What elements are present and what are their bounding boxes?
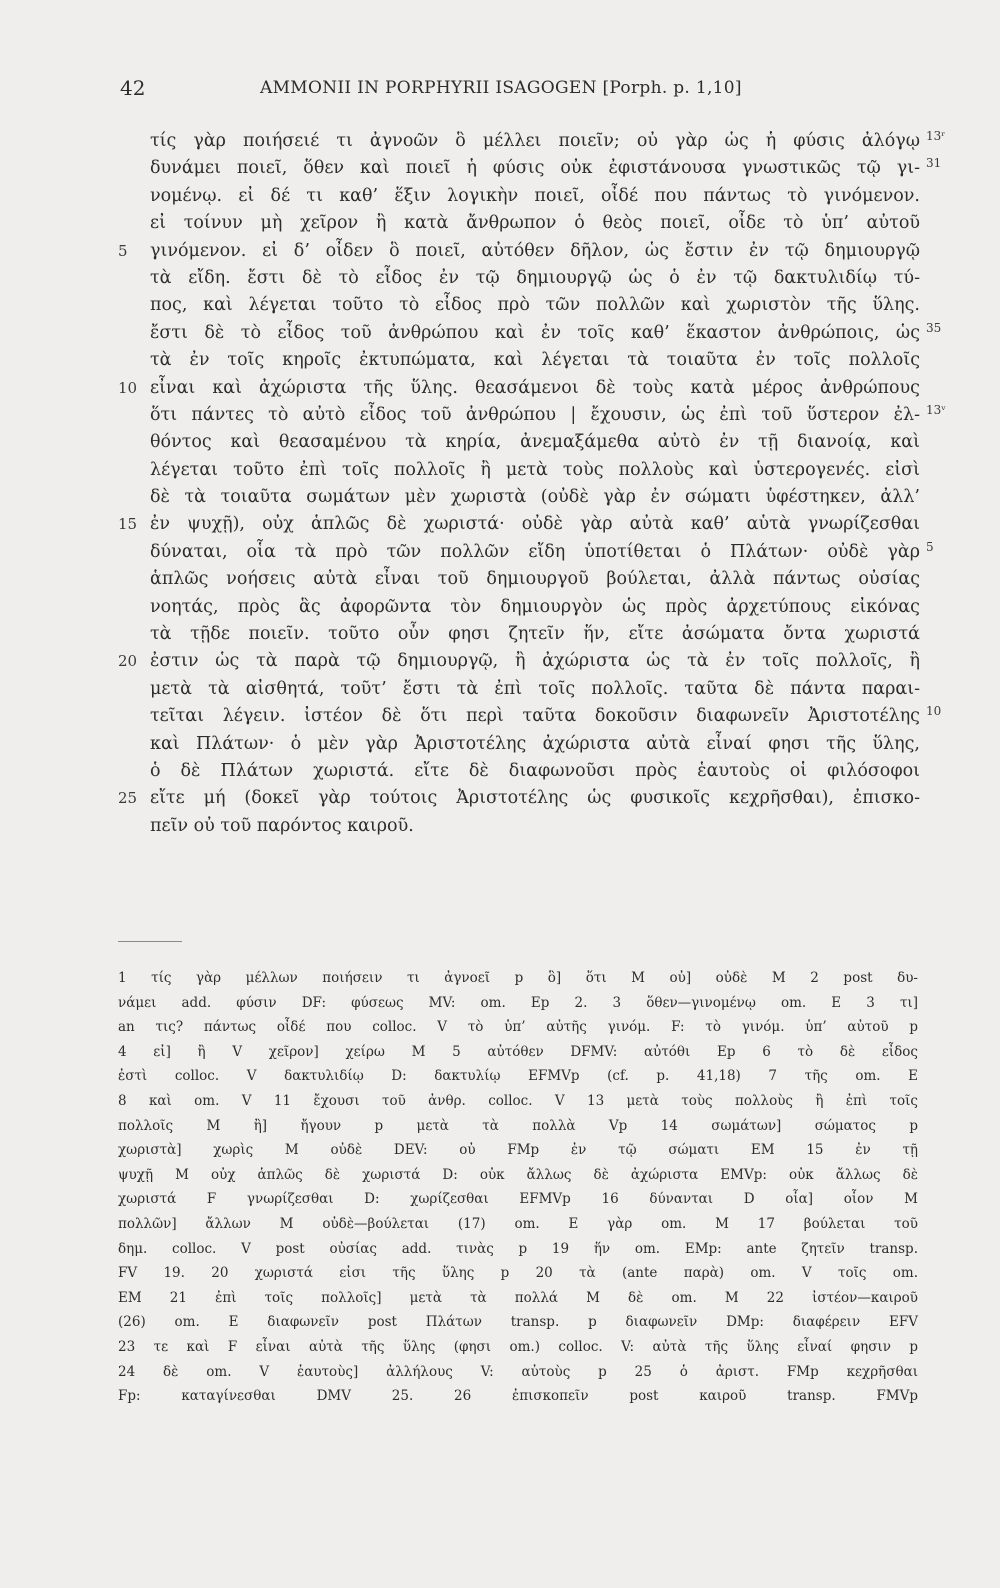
text-line [0,703,1000,730]
apparatus-text: χωριστὰ] χωρὶς M οὐδὲ DEV: οὐ FMp ἐν τῷ σώματι EM 15 ἐν τῇ [118,1142,918,1159]
line-number: 5 [118,241,128,260]
text-line [0,785,1000,812]
line-text: δὲ τὰ τοιαῦτα σωμάτων μὲν χωριστὰ (οὐδὲ γὰρ ἐν σώματι ὑφέστηκεν, ἀλλ’ [150,487,920,508]
line-text: ὅτι πάντες τὸ αὐτὸ εἶδος τοῦ ἀνθρώπου | ἔχουσιν, ὡς ἐπὶ τοῦ ὕστερον ἐλ- [150,404,920,425]
text-line [0,210,1000,237]
apparatus-line [0,991,1000,1016]
line-number: 25 [118,789,138,808]
apparatus-text: νάμει add. φύσιν DF: φύσεως MV: om. Ep 2. 3 ὅθεν—γινομένῳ om. E 3 τι] [118,994,918,1011]
text-line [0,155,1000,182]
critical-apparatus [0,966,1000,1409]
text-line [0,813,1000,840]
apparatus-text: 8 καὶ om. V 11 ἔχουσι τοῦ ἀνθρ. colloc. V 13 μετὰ τοὺς πολλοὺς ἢ ἐπὶ τοῖς [118,1092,918,1109]
line-text: τὰ ἐν τοῖς κηροῖς ἐκτυπώματα, καὶ λέγεται τὰ τοιαῦτα ἐν τοῖς πολλοῖς [150,350,920,371]
text-line [0,183,1000,210]
text-line [0,621,1000,648]
text-line [0,265,1000,292]
apparatus-text: 23 τε καὶ F εἶναι αὐτὰ τῆς ὕλης (φησι om.) colloc. V: αὐτὰ τῆς ὕλης εἶναί φησιν p [118,1338,918,1355]
apparatus-line [0,966,1000,991]
text-line [0,566,1000,593]
line-text: πος, καὶ λέγεται τοῦτο τὸ εἶδος πρὸ τῶν πολλῶν καὶ χωριστὸν τῆς ὕλης. [150,295,920,316]
text-line [0,539,1000,566]
line-text: ἐν ψυχῇ), οὐχ ἁπλῶς δὲ χωριστά· οὐδὲ γὰρ αὐτὰ καθ’ αὑτὰ γνωρίζεσθαι [150,514,920,535]
apparatus-text: 24 δὲ om. V ἑαυτοὺς] ἀλλήλους V: αὐτοὺς p 25 ὁ ἀριστ. FMp κεχρῆσθαι [118,1363,918,1380]
apparatus-text: ψυχῇ M οὐχ ἁπλῶς δὲ χωριστά D: οὐκ ἄλλως δὲ ἀχώριστα EMVp: οὐκ ἄλλως δὲ [118,1166,918,1183]
line-text: λέγεται τοῦτο ἐπὶ τοῖς πολλοῖς ἢ μετὰ τοὺς πολλοὺς καὶ ὑστερογενές. εἰσὶ [150,459,920,480]
margin-reference: 31 [926,156,942,171]
apparatus-line [0,1237,1000,1262]
apparatus-line [0,1310,1000,1335]
apparatus-line [0,1360,1000,1385]
apparatus-line [0,1187,1000,1212]
apparatus-line [0,1261,1000,1286]
apparatus-line [0,1114,1000,1139]
text-line [0,731,1000,758]
text-line [0,402,1000,429]
line-number: 20 [118,652,138,671]
text-line [0,128,1000,155]
line-number: 10 [118,378,138,397]
line-number: 15 [118,515,138,534]
apparatus-line [0,1286,1000,1311]
line-text: νοητάς, πρὸς ἃς ἀφορῶντα τὸν δημιουργὸν ὡς πρὸς ἀρχετύπους εἰκόνας [150,596,920,617]
apparatus-line [0,1212,1000,1237]
apparatus-text: EM 21 ἐπὶ τοῖς πολλοῖς] μετὰ τὰ πολλά M δὲ om. M 22 ἰστέον—καιροῦ [118,1289,918,1306]
line-text: καὶ Πλάτων· ὁ μὲν γὰρ Ἀριστοτέλης ἀχώριστα αὐτὰ εἶναί φησι τῆς ὕλης, [150,733,920,754]
apparatus-text: FV 19. 20 χωριστά εἰσι τῆς ὕλης p 20 τὰ (ante παρὰ) om. V τοῖς om. [118,1265,918,1282]
line-text: ἁπλῶς νοήσεις αὐτὰ εἶναι τοῦ δημιουργοῦ βούλεται, ἀλλὰ πάντως οὐσίας [150,569,920,590]
line-text: θόντος καὶ θεασαμένου τὰ κηρία, ἀνεμαξάμεθα αὐτὸ ἐν τῇ διανοίᾳ, καὶ [150,432,920,453]
line-text: ἐστιν ὡς τὰ παρὰ τῷ δημιουργῷ, ἢ ἀχώριστα ὡς τὰ ἐν τοῖς πολλοῖς, ἢ [150,651,920,672]
apparatus-line [0,1064,1000,1089]
apparatus-text: Fp: καταγίνεσθαι DMV 25. 26 ἐπισκοπεῖν post καιροῦ transp. FMVp [118,1388,918,1405]
running-title: AMMONII IN PORPHYRII ISAGOGEN [Porph. p. 1,10] [260,78,742,98]
margin-reference: 13ʳ [926,129,946,143]
apparatus-text: πολλοῖς M ἢ] ἤγουν p μετὰ τὰ πολλὰ Vp 14 σωμάτων] σώματος p [118,1117,918,1134]
apparatus-line [0,1040,1000,1065]
text-line [0,375,1000,402]
line-text: δύναται, οἷα τὰ πρὸ τῶν πολλῶν εἴδη ὑποτίθεται ὁ Πλάτων· οὐδὲ γὰρ [150,541,920,562]
page-header [120,76,770,106]
line-text: μετὰ τὰ αἰσθητά, τοῦτ’ ἔστι τὰ ἐπὶ τοῖς πολλοῖς. ταῦτα δὲ πάντα παραι- [150,678,920,699]
line-text: ἔστι δὲ τὸ εἶδος τοῦ ἀνθρώπου καὶ ἐν τοῖς καθ’ ἕκαστον ἀνθρώποις, ὡς [150,322,920,343]
line-text: γινόμενον. εἰ δ’ οἶδεν ὃ ποιεῖ, αὐτόθεν δῆλον, ὡς ἔστιν ἐν τῷ δημιουργῷ [150,240,920,261]
line-text: τὰ εἴδη. ἔστι δὲ τὸ εἶδος ἐν τῷ δημιουργῷ ὡς ὁ ἐν τῷ δακτυλιδίῳ τύ- [150,267,920,288]
footnote-separator [118,941,182,942]
apparatus-line [0,1384,1000,1409]
text-line [0,457,1000,484]
line-text: εἰ τοίνυν μὴ χεῖρον ἢ κατὰ ἄνθρωπον ὁ θεὸς ποιεῖ, οἶδε τὸ ὑπ’ αὐτοῦ [150,213,920,234]
margin-reference: 10 [926,704,942,719]
apparatus-line [0,1138,1000,1163]
text-line [0,648,1000,675]
margin-reference: 5 [926,539,934,554]
line-text: πεῖν οὐ τοῦ παρόντος καιροῦ. [150,815,414,836]
text-line [0,292,1000,319]
text-line [0,347,1000,374]
page-number: 42 [120,76,146,100]
apparatus-text: ἐστὶ colloc. V δακτυλιδίῳ D: δακτυλίῳ EFMVp (cf. p. 41,18) 7 τῆς om. E [118,1068,918,1085]
apparatus-text: πολλῶν] ἄλλων M οὐδὲ—βούλεται (17) om. E γὰρ om. M 17 βούλεται τοῦ [118,1215,918,1232]
apparatus-line [0,1089,1000,1114]
apparatus-line [0,1015,1000,1040]
text-line [0,238,1000,265]
text-line [0,484,1000,511]
text-line [0,594,1000,621]
line-text: δυνάμει ποιεῖ, ὅθεν καὶ ποιεῖ ἡ φύσις οὐκ ἐφιστάνουσα γνωστικῶς τῷ γι- [150,158,920,179]
line-text: τὰ τῇδε ποιεῖν. τοῦτο οὖν φησι ζητεῖν ἥν, εἴτε ἀσώματα ὄντα χωριστά [150,624,920,645]
line-text: τεῖται λέγειν. ἰστέον δὲ ὅτι περὶ ταῦτα δοκοῦσιν διαφωνεῖν Ἀριστοτέλης [150,706,920,727]
text-line [0,511,1000,538]
apparatus-text: χωριστά F γνωρίζεσθαι D: χωρίζεσθαι EFMVp 16 δύνανται D οἷα] οἷον M [118,1191,918,1208]
apparatus-line [0,1335,1000,1360]
text-line [0,429,1000,456]
apparatus-text: (26) om. E διαφωνεῖν post Πλάτων transp. p διαφωνεῖν DMp: διαφέρειν EFV [118,1314,918,1331]
apparatus-text: δημ. colloc. V post οὐσίας add. τινὰς p 19 ἥν om. EMp: ante ζητεῖν transp. [118,1240,918,1257]
line-text: ὁ δὲ Πλάτων χωριστά. εἴτε δὲ διαφωνοῦσι πρὸς ἑαυτοὺς οἱ φιλόσοφοι [150,760,920,781]
apparatus-line [0,1163,1000,1188]
main-text [0,128,1000,840]
margin-reference: 13ᵛ [926,402,946,417]
line-text: εἴτε μή (δοκεῖ γὰρ τούτοις Ἀριστοτέλης ὡς φυσικοῖς κεχρῆσθαι), ἐπισκο- [150,788,920,809]
text-line [0,758,1000,785]
line-text: εἶναι καὶ ἀχώριστα τῆς ὕλης. θεασάμενοι δὲ τοὺς κατὰ μέρος ἀνθρώπους [150,377,920,398]
apparatus-text: an τις? πάντως οἶδέ που colloc. V τὸ ὑπ’ αὐτῆς γινόμ. F: τὸ γινόμ. ὑπ’ αὐτοῦ p [118,1019,918,1036]
line-text: νομένῳ. εἰ δέ τι καθ’ ἕξιν λογικὴν ποιεῖ, οἶδέ που πάντως τὸ γινόμενον. [150,185,920,206]
apparatus-text: 1 τίς γὰρ μέλλων ποιήσειν τι ἀγνοεῖ p ὃ] ὅτι M οὐ] οὐδὲ M 2 post δυ- [118,970,918,986]
line-text: τίς γὰρ ποιήσειέ τι ἀγνοῶν ὃ μέλλει ποιεῖν; οὐ γὰρ ὡς ἡ φύσις ἀλόγῳ [150,131,920,151]
margin-reference: 35 [926,320,942,335]
text-line [0,320,1000,347]
text-line [0,676,1000,703]
apparatus-text: 4 εἰ] ἢ V χεῖρον] χείρω M 5 αὐτόθεν DFMV: αὐτόθι Ep 6 τὸ δὲ εἶδος [118,1043,918,1060]
